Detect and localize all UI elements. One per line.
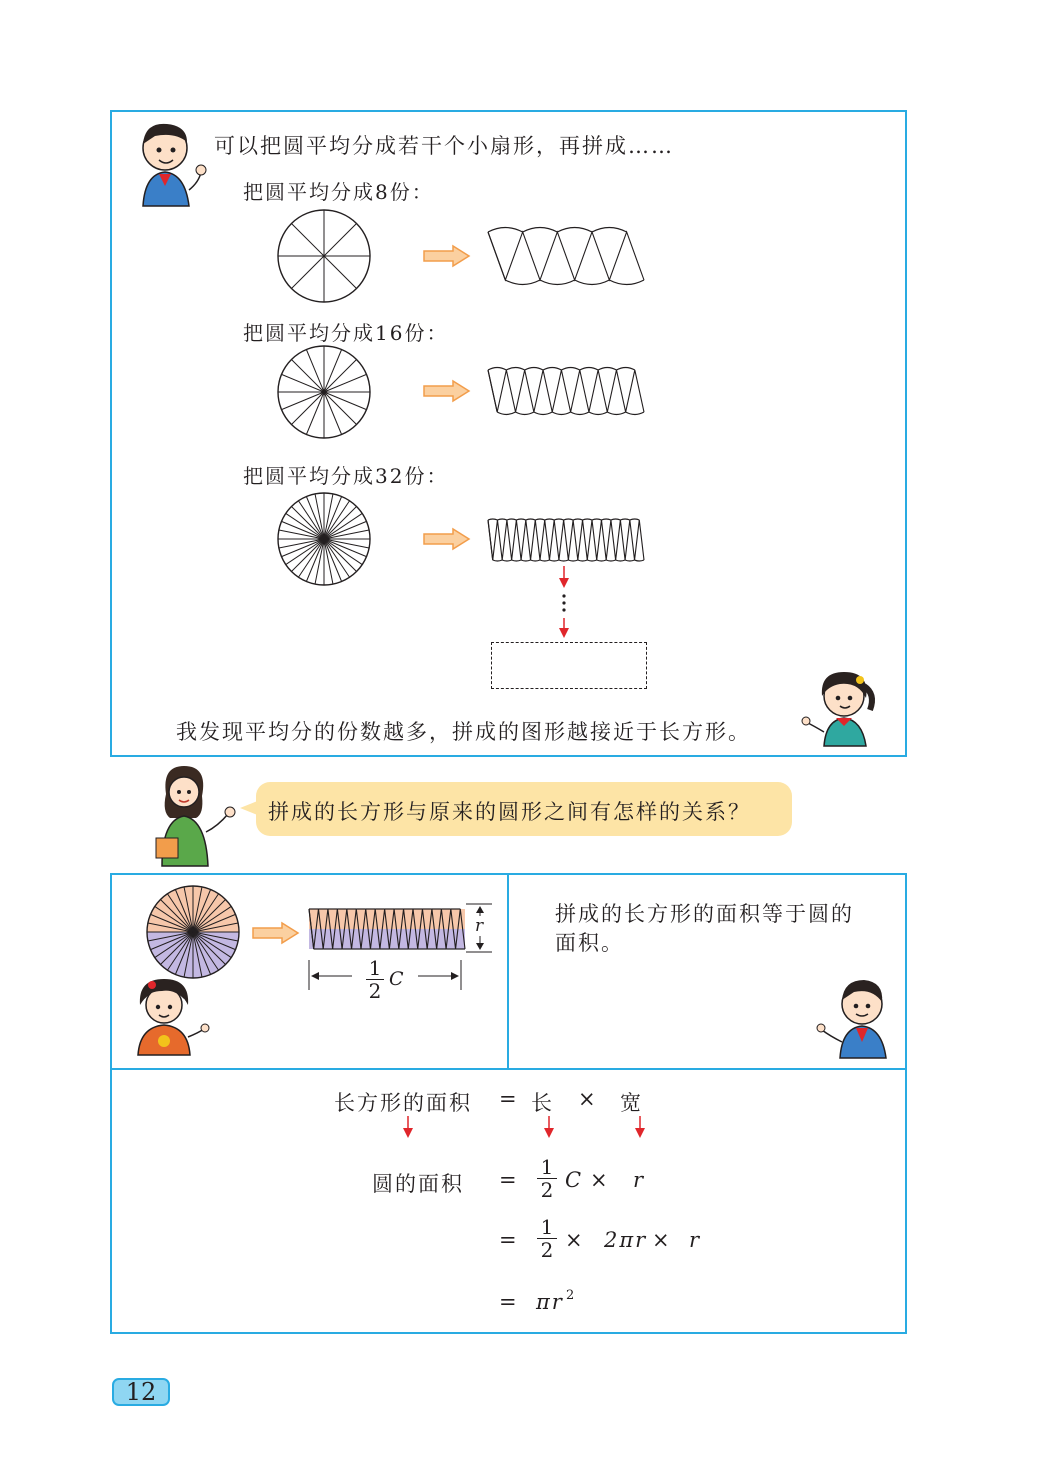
arc-edge bbox=[564, 519, 573, 520]
colored-rectangle bbox=[305, 903, 465, 953]
down-arrow-icon bbox=[402, 1116, 414, 1140]
sector-line bbox=[324, 539, 357, 572]
sector-line bbox=[324, 359, 357, 392]
row-label-16: 把圆平均分成16份： bbox=[243, 321, 449, 345]
arc-edge bbox=[488, 519, 497, 520]
down-arrow-icon bbox=[556, 566, 572, 642]
arc-edge bbox=[568, 560, 577, 561]
arc-edge bbox=[488, 368, 506, 371]
times-sign: × bbox=[652, 1228, 672, 1252]
arc-edge bbox=[592, 519, 601, 520]
rearranged-shape-8 bbox=[484, 226, 652, 286]
frac-den: 2 bbox=[540, 1238, 554, 1262]
arc-edge bbox=[507, 519, 516, 520]
rect-area-label: 长方形的面积 bbox=[334, 1091, 472, 1115]
girl-character-icon bbox=[134, 975, 214, 1057]
arc-edge bbox=[525, 368, 543, 371]
arc-edge bbox=[493, 560, 502, 561]
arc-edge bbox=[609, 280, 644, 285]
arc-edge bbox=[607, 412, 625, 415]
right-arrow-icon bbox=[423, 528, 471, 550]
two-pi-r: 2πr bbox=[604, 1228, 648, 1252]
arc-edge bbox=[505, 280, 540, 285]
down-arrow-icon bbox=[543, 1116, 555, 1140]
circle-8-parts bbox=[276, 208, 372, 304]
r-variable: r bbox=[689, 1228, 702, 1252]
arc-edge bbox=[616, 368, 634, 371]
sector-line bbox=[291, 506, 324, 539]
arc-edge bbox=[549, 560, 558, 561]
right-arrow-icon bbox=[252, 922, 300, 944]
sector-line bbox=[324, 392, 357, 425]
statement-text: 拼成的长方形的面积等于圆的面积。 bbox=[555, 902, 854, 955]
arc-edge bbox=[540, 560, 549, 561]
arc-edge bbox=[561, 368, 579, 371]
half-fraction bbox=[366, 958, 384, 1001]
intro-text: 可以把圆平均分成若干个小扇形，再拼成…… bbox=[214, 134, 674, 158]
arc-edge bbox=[626, 412, 644, 415]
rearranged-shape-16 bbox=[484, 364, 652, 418]
right-arrow-icon bbox=[423, 380, 471, 402]
arc-edge bbox=[526, 519, 535, 520]
arc-edge bbox=[531, 560, 540, 561]
sector-line bbox=[324, 256, 357, 289]
arc-edge bbox=[573, 519, 582, 520]
arc-edge bbox=[601, 519, 610, 520]
row-label-8: 把圆平均分成8份： bbox=[243, 180, 434, 204]
sector-line bbox=[291, 223, 324, 256]
sector-zigzag bbox=[488, 232, 644, 280]
times-sign: × bbox=[590, 1168, 610, 1192]
equals-sign: = bbox=[499, 1087, 519, 1111]
equals-sign: = bbox=[499, 1290, 519, 1314]
arc-edge bbox=[554, 519, 563, 520]
arc-edge bbox=[559, 560, 568, 561]
arc-edge bbox=[597, 560, 606, 561]
arc-edge bbox=[635, 560, 644, 561]
limit-rectangle bbox=[491, 642, 647, 689]
side-edge bbox=[488, 520, 493, 560]
arc-edge bbox=[534, 412, 552, 415]
equals-sign: = bbox=[499, 1168, 519, 1192]
arc-edge bbox=[516, 412, 534, 415]
conclusion-text: 我发现平均分的份数越多，拼成的图形越接近于长方形。 bbox=[176, 720, 751, 744]
half-c-dimension-marker bbox=[308, 960, 462, 990]
half-den: 2 bbox=[368, 979, 382, 1003]
circle-32-parts bbox=[276, 491, 372, 587]
arc-edge bbox=[606, 560, 615, 561]
arc-edge bbox=[506, 368, 524, 371]
boy-character-icon bbox=[135, 120, 215, 208]
r-variable: r bbox=[633, 1168, 646, 1192]
arc-edge bbox=[545, 519, 554, 520]
half-num: 1 bbox=[368, 956, 382, 980]
arc-edge bbox=[578, 560, 587, 561]
circle-area-label: 圆的面积 bbox=[372, 1172, 464, 1196]
divider-vertical bbox=[507, 873, 509, 1069]
right-arrow-icon bbox=[423, 245, 471, 267]
colored-circle-32-parts bbox=[145, 884, 241, 980]
arc-edge bbox=[523, 228, 558, 233]
arc-edge bbox=[540, 280, 575, 285]
arc-edge bbox=[535, 519, 544, 520]
arc-edge bbox=[488, 228, 523, 233]
arc-edge bbox=[521, 560, 530, 561]
times-sign: × bbox=[578, 1087, 598, 1111]
arc-edge bbox=[552, 412, 570, 415]
c-label: C bbox=[389, 968, 404, 990]
width-label: 宽 bbox=[620, 1091, 643, 1115]
arc-edge bbox=[598, 368, 616, 371]
arc-edge bbox=[611, 519, 620, 520]
sector-zigzag bbox=[488, 520, 644, 560]
sector-zigzag bbox=[488, 370, 644, 412]
down-arrow-icon bbox=[634, 1116, 646, 1140]
bubble-tail bbox=[240, 800, 260, 816]
arc-edge bbox=[592, 228, 627, 233]
row-label-32: 把圆平均分成32份： bbox=[243, 464, 449, 488]
divider-horizontal bbox=[110, 1068, 907, 1070]
arc-edge bbox=[516, 519, 525, 520]
arc-edge bbox=[557, 228, 592, 233]
arc-edge bbox=[571, 412, 589, 415]
arc-edge bbox=[620, 519, 629, 520]
frac-den: 2 bbox=[540, 1178, 554, 1202]
times-sign: × bbox=[565, 1228, 585, 1252]
girl-character-icon bbox=[800, 666, 880, 748]
sector-line bbox=[291, 539, 324, 572]
sector-line bbox=[291, 256, 324, 289]
frac-num: 1 bbox=[540, 1215, 554, 1239]
length-label: 长 bbox=[531, 1091, 554, 1115]
sector-line bbox=[324, 223, 357, 256]
superscript-2: 2 bbox=[566, 1288, 575, 1303]
r-label: r bbox=[475, 916, 484, 936]
sector-line bbox=[291, 359, 324, 392]
arc-edge bbox=[543, 368, 561, 371]
frac-num: 1 bbox=[540, 1155, 554, 1179]
arc-edge bbox=[589, 412, 607, 415]
equals-sign: = bbox=[499, 1228, 519, 1252]
arc-edge bbox=[616, 560, 625, 561]
sector-line bbox=[291, 392, 324, 425]
arc-edge bbox=[502, 560, 511, 561]
boy-character-icon bbox=[814, 976, 892, 1060]
half-fraction bbox=[537, 1157, 557, 1200]
arc-edge bbox=[497, 519, 506, 520]
arc-edge bbox=[580, 368, 598, 371]
side-edge bbox=[488, 370, 497, 412]
half-fraction bbox=[537, 1217, 557, 1260]
sector-line bbox=[324, 506, 357, 539]
side-edge bbox=[488, 232, 505, 280]
teacher-character-icon bbox=[150, 762, 250, 868]
pi-r: πr bbox=[536, 1290, 564, 1314]
circle-16-parts bbox=[276, 344, 372, 440]
arc-edge bbox=[497, 412, 515, 415]
page-number: 12 bbox=[112, 1378, 170, 1406]
arc-edge bbox=[630, 519, 639, 520]
arc-edge bbox=[575, 280, 610, 285]
arc-edge bbox=[512, 560, 521, 561]
c-variable: C bbox=[565, 1168, 584, 1192]
arc-edge bbox=[587, 560, 596, 561]
arc-edge bbox=[625, 560, 634, 561]
arc-edge bbox=[583, 519, 592, 520]
rearranged-shape-32 bbox=[484, 514, 652, 566]
question-text: 拼成的长方形与原来的圆形之间有怎样的关系？ bbox=[268, 800, 751, 824]
